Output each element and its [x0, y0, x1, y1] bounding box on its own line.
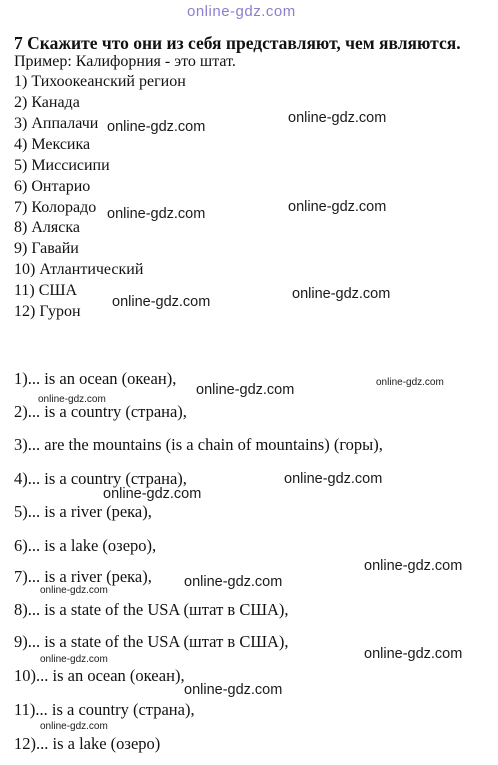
answer-line: 3)... are the mountains (is a chain of mountains) (горы), [14, 435, 383, 454]
watermark: online-gdz.com [288, 110, 387, 126]
watermark: online-gdz.com [40, 654, 108, 665]
watermark: online-gdz.com [364, 558, 463, 574]
watermark: online-gdz.com [40, 585, 108, 596]
watermark: online-gdz.com [196, 382, 295, 398]
list-item: 11) США [14, 282, 78, 299]
watermark: online-gdz.com [184, 682, 283, 698]
watermark: online-gdz.com [288, 199, 387, 215]
answer-line: 10)... is an ocean (океан), [14, 666, 185, 685]
list-item: 3) Аппалачи [14, 115, 99, 132]
answer-line: 2)... is a country (страна), [14, 402, 187, 421]
answer-line: 11)... is a country (страна), [14, 700, 195, 719]
answer-line: 6)... is a lake (озеро), [14, 536, 157, 555]
watermark: online-gdz.com [107, 206, 206, 222]
answer-line: 4)... is a country (страна), [14, 469, 187, 488]
answer-line: 9)... is a state of the USA (штат в США), [14, 632, 289, 651]
list-item: 9) Гавайи [14, 240, 79, 257]
watermark: online-gdz.com [292, 286, 391, 302]
watermark: online-gdz.com [103, 486, 202, 502]
list-item: 1) Тихоокеанский регион [14, 73, 186, 90]
list-item: 5) Миссисипи [14, 157, 110, 174]
watermark: online-gdz.com [284, 471, 383, 487]
watermark: online-gdz.com [376, 377, 444, 388]
watermark: online-gdz.com [112, 294, 211, 310]
answer-line: 12)... is a lake (озеро) [14, 734, 161, 753]
exercise-title: 7 Скажите что они из себя представляют, чем являются. [14, 33, 461, 53]
list-item: 8) Аляска [14, 219, 80, 236]
list-item: 4) Мексика [14, 136, 91, 153]
watermark-top: online-gdz.com [187, 3, 296, 20]
answer-line: 8)... is a state of the USA (штат в США), [14, 600, 289, 619]
watermark: online-gdz.com [40, 721, 108, 732]
list-item: 2) Канада [14, 94, 80, 111]
watermark: online-gdz.com [184, 574, 283, 590]
list-item: 6) Онтарио [14, 178, 91, 195]
list-item: 10) Атлантический [14, 261, 144, 278]
watermark: online-gdz.com [364, 646, 463, 662]
answer-line: 7)... is a river (река), [14, 567, 152, 586]
list-item: 12) Гурон [14, 303, 81, 320]
answer-line: 5)... is a river (река), [14, 502, 152, 521]
list-item: 7) Колорадо [14, 199, 97, 216]
answer-line: 1)... is an ocean (океан), [14, 369, 177, 388]
watermark: online-gdz.com [38, 394, 106, 405]
exercise-example: Пример: Калифорния - это штат. [14, 53, 236, 70]
watermark: online-gdz.com [107, 119, 206, 135]
